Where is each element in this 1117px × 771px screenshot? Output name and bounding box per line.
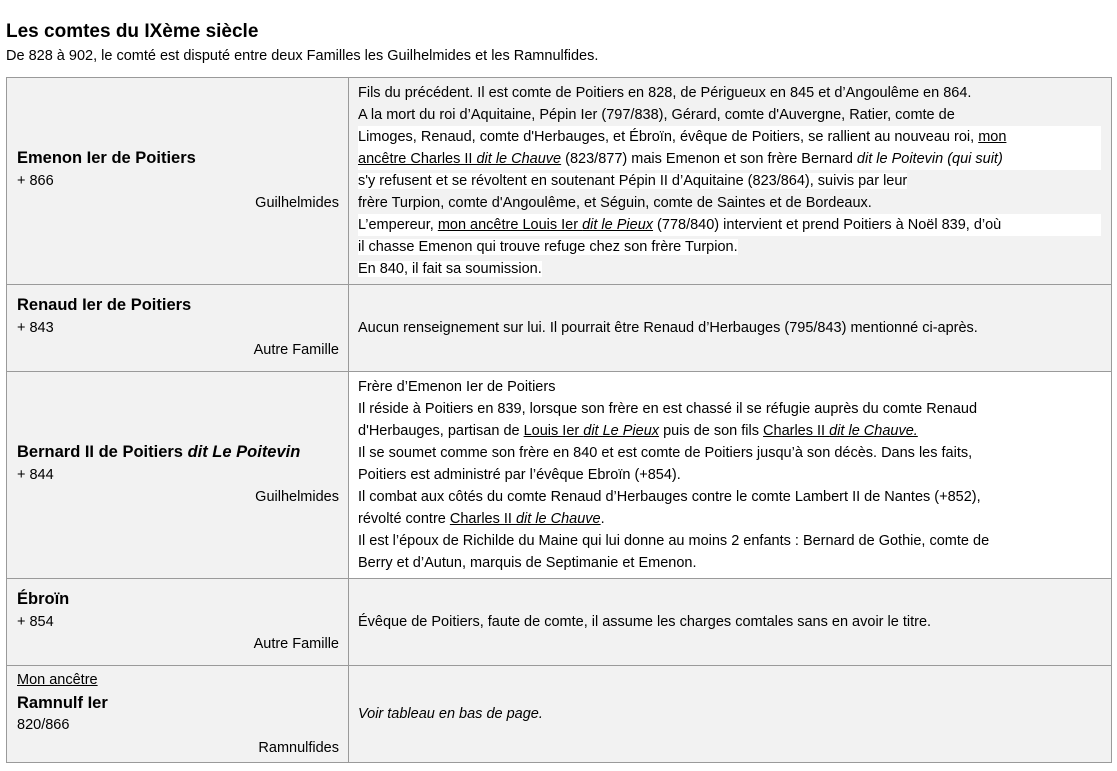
link-charles-ii[interactable]: Charles II dit le Chauve	[449, 511, 601, 527]
family-label: Ramnulfides	[258, 739, 339, 756]
name-cell	[7, 579, 349, 666]
family-label: Autre Famille	[253, 342, 339, 359]
name-cell	[7, 285, 349, 372]
description-cell	[349, 78, 1112, 285]
counts-table	[6, 77, 1112, 763]
description-text: Frère d’Emenon Ier de Poitiers Il réside à Poitiers en 839, lorsque son frère en est chassé il se réfugie auprès du comte Renaud d'Herbauges, partisan de Louis Ier dit Le Pieux puis de son fils Charles II dit le Chauve. Il se soumet comme son frère en 840 et est comte de Poitiers jusqu’à son décès. Dans les faits, Poitiers est administré par l’évêque Ebroïn (+854). Il combat aux côtés du comte Renaud d’Herbauges contre le comte Lambert II de Nantes (+852), révolté contre Charles II dit le Chauve. Il est l’époux de Richilde du Maine qui lui donne au moins 2 enfants : Bernard de Gothie, comte de Berry et d’Autun, marquis de Septimanie et Emenon.	[358, 379, 990, 571]
family-label: Guilhelmides	[255, 195, 339, 212]
link-louis-ier[interactable]: Louis Ier dit Le Pieux	[523, 423, 660, 439]
count-dates: + 843	[17, 319, 54, 336]
family-label: Autre Famille	[253, 636, 339, 653]
table-row	[7, 372, 1112, 579]
description-text: Aucun renseignement sur lui. Il pourrait être Renaud d’Herbauges (795/843) mentionné ci-après.	[358, 320, 978, 336]
description-cell	[349, 285, 1112, 372]
link-louis-ier[interactable]: mon ancêtre Louis Ier dit le Pieux	[437, 217, 654, 233]
count-dates: + 844	[17, 466, 54, 483]
count-name: Ramnulf Ier	[17, 693, 108, 712]
description-text: Fils du précédent. Il est comte de Poitiers en 828, de Périgueux en 845 et d’Angoulême en 864. A la mort du roi d’Aquitaine, Pépin Ier (797/838), Gérard, comte d'Auvergne, Ratier, comte de Limoges, Renaud, comte d'Herbauges, et Ébroïn, évêque de Poitiers, se rallient au nouveau roi, mon ancêtre Charles II dit le Chauve (823/877) mais Emenon et son frère Bernard dit le Poitevin (qui suit) s'y refusent et se révoltent en soutenant Pépin II d’Aquitaine (823/864), suivis par leur frère Turpion, comte d'Angoulême, et Séguin, comte de Saintes et de Bordeaux. L’empereur, mon ancêtre Louis Ier dit le Pieux (778/840) intervient et prend Poitiers à Noël 839, d’où il chasse Emenon qui trouve refuge chez son frère Turpion. En 840, il fait sa soumission.	[349, 82, 1111, 280]
count-dates: + 866	[17, 172, 54, 189]
count-name: Ébroïn	[17, 590, 70, 609]
count-name: Bernard II de Poitiers dit Le Poitevin	[17, 443, 301, 462]
count-dates: + 854	[17, 613, 54, 630]
table-row	[7, 285, 1112, 372]
table-row	[7, 579, 1112, 666]
table-row	[7, 78, 1112, 285]
link-charles-ii[interactable]: Charles II dit le Chauve.	[763, 423, 918, 439]
count-dates: 820/866	[17, 717, 70, 733]
count-name: Emenon Ier de Poitiers	[17, 149, 196, 168]
table-row	[7, 666, 1112, 763]
count-name: Renaud Ier de Poitiers	[17, 296, 192, 315]
page-subtitle: De 828 à 902, le comté est disputé entre deux Familles les Guilhelmides et les Ramnulfides.	[6, 48, 599, 64]
ancestor-label: Mon ancêtre	[17, 672, 98, 688]
description-cell	[349, 579, 1112, 666]
name-cell	[7, 78, 349, 285]
link-charles-ii[interactable]: ancêtre Charles II dit le Chauve	[358, 151, 562, 167]
link-charles-ii[interactable]: mon	[978, 129, 1007, 145]
name-cell	[7, 666, 349, 763]
description-text: Voir tableau en bas de page.	[358, 706, 543, 722]
name-cell	[7, 372, 349, 579]
family-label: Guilhelmides	[255, 489, 339, 506]
description-cell	[349, 372, 1112, 579]
description-text: Évêque de Poitiers, faute de comte, il assume les charges comtales sans en avoir le titre.	[358, 614, 932, 630]
page-title: Les comtes du IXème siècle	[6, 21, 259, 42]
description-cell	[349, 666, 1112, 763]
